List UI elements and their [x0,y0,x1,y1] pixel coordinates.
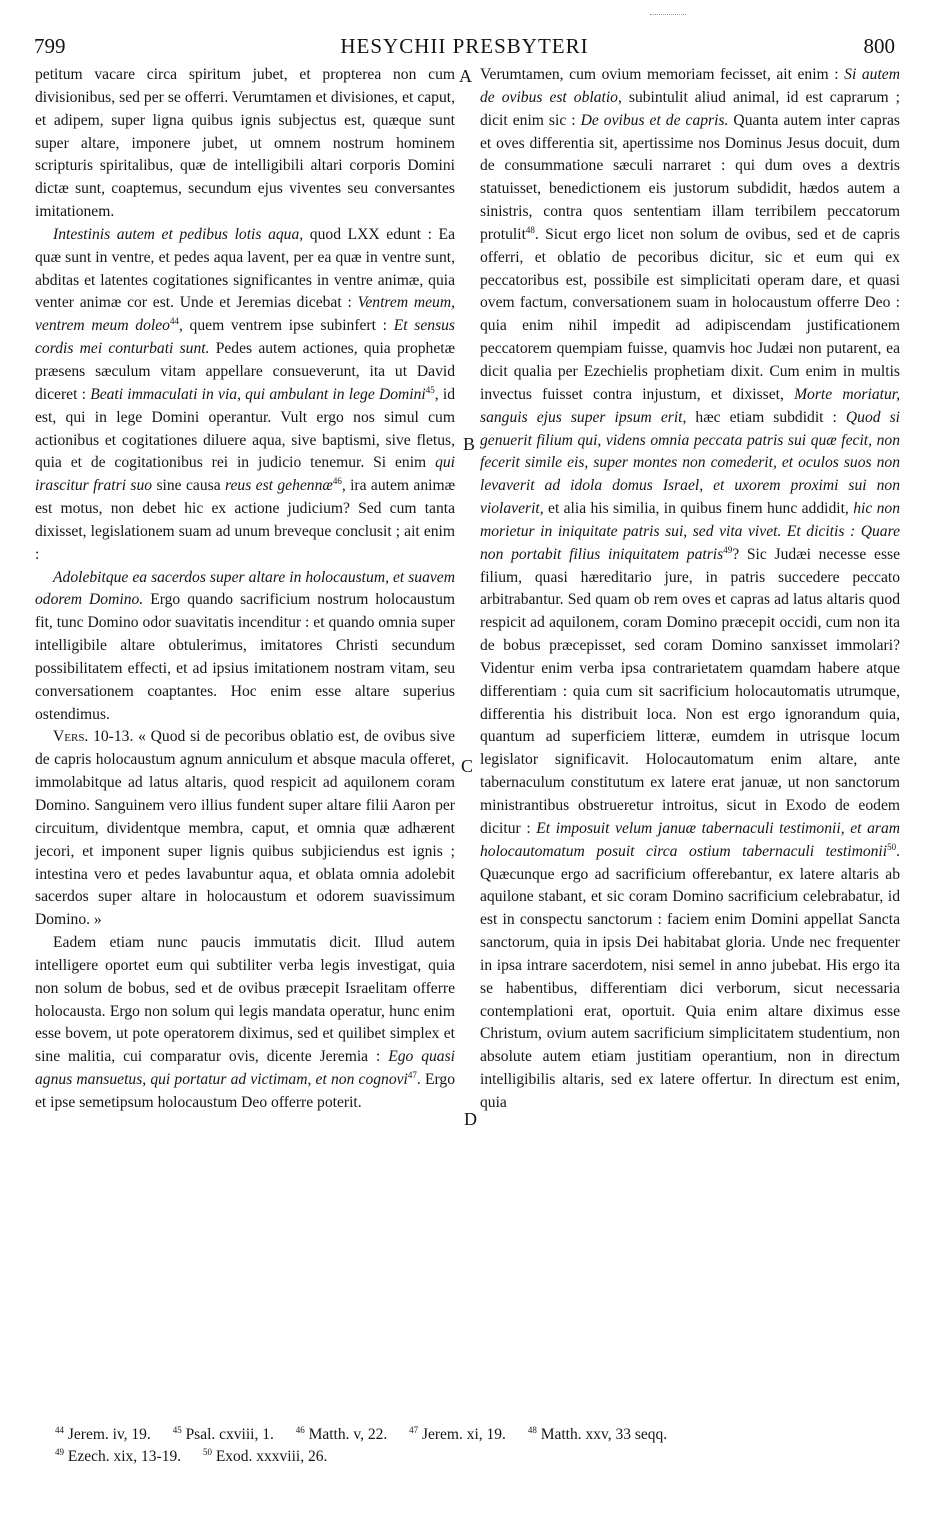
page-number-left: 799 [34,34,66,58]
left-paragraph-verse: Vers. 10-13. « Quod si de pecoribus oblatio est, de ovibus sive de capris holocaustum agnum anniculum et absque macula offeret, immolabitque ad latus altaris, quod respicit ad aquilonem coram Domino. Sanguinem vero illius fundent super altare filii Aaron per circuitum, dividentque membra, caput, et omnia quæ adhærent jecori, et imponent super lignis quibus subjiciendus est ignis ; intestina vero et pedes lavabuntur aqua, et oblata omnia adolebit sacerdos super altare in holocaustum et odorem suavissimum Domino. » [35,728,456,929]
right-paragraph-1: Verumtamen, cum ovium memoriam fecisset, ait enim : Si autem de ovibus est oblatio, subintulit aliud animal, id est caprarum ; dicit enim sic : De ovibus et de capris. Quanta autem inter capras et oves differentia sit, apertissime nos Dominus Jesus docuit, dum de consummatione sæculi narraret : qui dum oves a dextris statuisset, benedictionem eis justorum subdidit, hædos autem a sinistris, contra quos sententiam illam terribilem peccatorum protulit$^{48}$. Sicut ergo licet non solum de ovibus, sed et de capris offerri, et oblatio de pecoribus dicitur, sic et eum qui ex peccatoribus est, possibile est simplicitati operam dare, et quasi ovem factum, conversationem suam in holocaustum offerre Deo : quia enim nihil impedit ad adipiscendam justificationem peccatorem quempiam fuisse, quamvis hoc Judæi non putarent, ea dicit qualia per Ezechielis prophetiam dixit. Cum enim in multis invectus fuisset contra injustum, et dixisset, Morte moriatur, sanguis ejus super ipsum erit, hæc etiam subdidit : Quod si genuerit filium qui, videns omnia peccata patris sui quæ fecit, non fecerit simile eis, super montes non comederit, et oculos suos non levaverit ad idola domus Israel, et uxorem proximi sui non violaverit, et alia his similia, in quibus finem hunc addidit, hic non morietur in iniquitate patris sui, sed vita vivet. Et dicitis : Quare non portabit filius iniquitatem patris$^{49}$? Sic Judæi necesse esse filium, quasi hæreditario jure, in patris succedere peccato arbitrabantur. Sed quam ob rem oves et capras ad latus altaris quod respicit ad aquilonem, coram Domino præcepit occidi, cum non ita de bobus præcepisset, sed coram Domino sanxisset immolari? Videntur enim verba ipsa contrarietatem quamdam habere atque differentiam : quia cum sit sacrificium holocautomatis utrumque, differentia his distribuit loca. Non est ergo ignorandum quia, quantum ad superficiem litteræ, eumdem in utrisque locum legislator significavit. Holocautomatum enim altare, ante tabernaculum constitutum ex latere erat januæ, ut non sanctorum ministrantibus obstrueretur introitus, sicut in Exodo de eodem dicitur : Et imposuit velum januæ tabernaculi testimonii, et aram holocautomatum posuit circa ostium tabernaculi testimonii$^{50}$. Quæcunque ergo ad sacrificium offerebantur, ex latere altaris ab aquilone stabant, et sic coram Domino sacrificium celebrabatur, id est in conspectu sanctorum : faciem enim Domini appellat Sancta sanctorum, quia in ipsis Dei habitabat gloria. Unde nec frequenter in ipsa intrare sacerdotem, nisi semel in anno jubebat. His ergo ita se habentibus, differentiam dici verborum, sicut necessaria contemplationi erat, oportuit. Quia enim altare diximus esse Christum, ovium autem sacrificium simplicitatem studentium, non absolute autem etiam justitiam operantium, non in directum intelligibilis altaris, sed ex latere offertur. In directum est enim, quia [480,66,901,1111]
left-paragraph-2: Intestinis autem et pedibus lotis aqua, quod LXX edunt : Ea quæ sunt in ventre, et pedes aqua lavent, per ea quæ in ventre sunt, abditas et latentes cogitationes significantes in ventre animæ, quia venter animæ cor est. Unde et Jeremias dicebat : Ventrem meum, ventrem meum doleo$^{44}$, quem ventrem ipse subinfert : Et sensus cordis mei conturbati sunt. Pedes autem actiones, quia prophetæ præsens sæculum vitam appellare consueverunt, ita ut David diceret : Beati immaculati in via, qui ambulant in lege Domini$^{45}$, id est, qui in lege Domini operantur. Vult ergo nos simul cum actionibus et cogitationes diluere aqua, sive baptismi, sive fletus, quia et de cogitationibus rei in judicio tenemur. Si enim qui irascitur fratri suo sine causa reus est gehennæ$^{46}$, ira autem animæ est motus, non debet hic ex actione judicium? Sed cum tanta dixisset, legislationem suam ad unum breveque conclusit ; ait enim : [35,225,456,563]
footnote-45: $^{45}$ Psal. cxviii, 1. [172,1424,274,1443]
left-paragraph-5: Eadem etiam nunc paucis immutatis dicit. Illud autem intelligere oportet eum qui subtiliter verba legis investigat, quia non solum de bobus, sed et de ovibus præcepit Israelitam offerre holocausta. Ergo non solum qui legis mandata operatur, hunc enim esse bovem, ut pote operatorem diximus, sed et quilibet simplex et sine malitia, cui comparatur ovis, dicente Jeremia : Ego quasi agnus mansuetus, qui portatur ad victimam, et non cognovi$^{47}$. Ergo et ipse semetipsum holocaustum Deo offerre poterit. [35,934,456,1111]
section-marker-a: A [459,66,472,86]
left-column [35,64,455,1115]
section-marker-c: C [461,756,474,776]
page-number-right: 800 [863,34,895,58]
footnote-44: $^{44}$ Jerem. iv, 19. [55,1424,151,1443]
footnote-line-2 [55,1446,905,1468]
right-column [480,64,900,1115]
footnotes [55,1424,905,1468]
footnote-46: $^{46}$ Matth. v, 22. [295,1424,388,1443]
print-smudge [650,14,686,19]
left-paragraph-3: Adolebitque ea sacerdos super altare in holocaustum, et suavem odorem Domino. Ergo quando sacrificium nostrum holocaustum fit, tunc Domino odor suavitatis incenditur : et quando omnia super intelligibile altare obtulerimus, imitatores Christi secundum possibilitatem effecti, et ad ipsius imitationem nostram vitam, seu conversationem coaptantes. Hoc enim esse altare superius ostendimus. [35,568,456,723]
footnote-48: $^{48}$ Matth. xxv, 33 seqq. [527,1424,668,1443]
footnote-49: $^{49}$ Ezech. xix, 13-19. [55,1446,182,1465]
running-title: HESYCHII PRESBYTERI [340,34,589,58]
verse-label: Vers. 10-13. [53,728,134,746]
footnote-line-1 [55,1424,905,1446]
footnote-47: $^{47}$ Jerem. xi, 19. [409,1424,506,1443]
page-header [0,34,929,60]
section-marker-b: B [463,434,476,454]
section-marker-d: D [464,1109,477,1129]
footnote-50: $^{50}$ Exod. xxxviii, 26. [202,1446,328,1465]
left-paragraph-1: petitum vacare circa spiritum jubet, et propterea non cum divisionibus, sed per se offerri. Verumtamen et divisiones, et caput, et adipem, super ligna quibus ignis subjectus est, quæque sunt super altare, imponere jubet, ut omnem nostrum hominem scripturis spiritalibus, quæ de intelligibili altari corporis Domini dictæ sunt, coaptemus, secundum ejus viventes seu conversantes imitationem. [35,66,455,221]
